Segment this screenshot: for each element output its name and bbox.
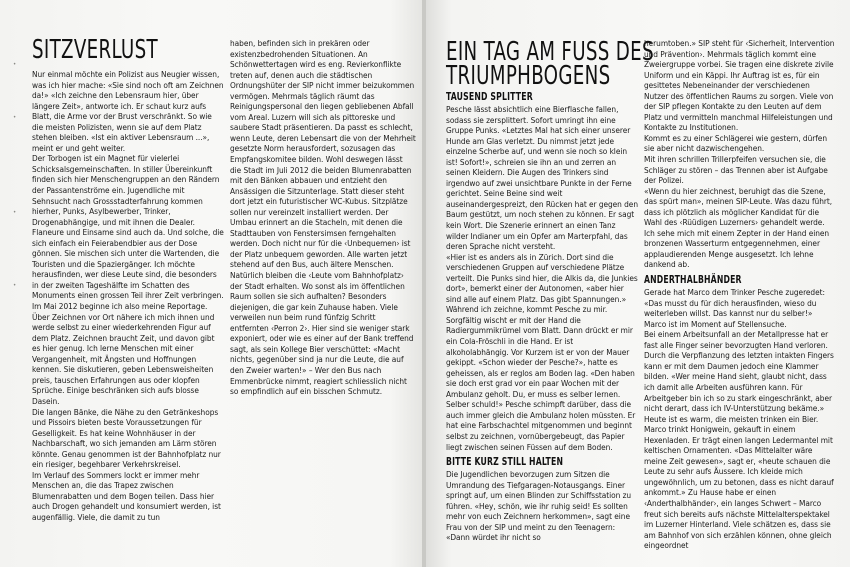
right-column-1 xyxy=(446,37,654,543)
paragraph: Der Torbogen ist ein Magnet für vielerlei Schicksalsgemeinschaften. In stiller Übereinkunft finden sich hier Menschengruppen an den Rändern der Passantenströme ein. Jugendliche mit Sehnsucht nach Grossstadterfahrung kommen hierher, Punks, Asylbewerber, Trinker, Drogenabhängige, und mit ihnen die Dealer. Flaneure und Einsame sind auch da. Und solche, die sich einfach ein Feierabendbier aus der Dose gönnen. Sie mischen sich unter die Wartenden, die Touristen und die Spaziergänger. Ich möchte herausfinden, wer diese Leute sind, die besonders in der zweiten Tageshälfte im Schatten des Monuments einen grossen Teil ihrer Zeit verbringen. Im Mai 2012 beginne ich also meine Reportage. Über Zeichnen vor Ort nähere ich mich ihnen und werde selbst zu einer wiederkehrenden Figur auf dem Platz. Zeichnen braucht Zeit, und davon gibt es hier genug. Ich lerne Menschen mit einer Vergangenheit, mit Ängsten und Hoffnungen kennen. Sie diskutieren, geben Lebensweisheiten preis, tauschen Erfahrungen aus oder klopfen Sprüche. Einige beschränken sich aufs blosse Dasein. xyxy=(32,153,224,406)
section-heading-anderthalbhaender: ANDERTHALBHÄNDER xyxy=(644,274,742,287)
page-title-line-1: EIN TAG AM FUSS DES xyxy=(446,37,654,67)
left-column-2 xyxy=(230,38,416,397)
paragraph: Die Jugendlichen bevorzugen zum Sitzen die Umrandung des Tiefgaragen-Notausgangs. Einer springt auf, um einen Blinden zur Schiffsstation zu führen. «Hey, schön, wie ihr ruhig seid! Es sollten mehr von euch Zeichnern herkommen», sagt eine Frau von der SIP und meint zu den Teenagern: «Dann würdet ihr nicht so xyxy=(446,469,632,543)
right-page xyxy=(426,0,850,567)
right-column-2 xyxy=(644,38,836,551)
paragraph: «Hier ist es anders als in Zürich. Dort sind die verschiedenen Gruppen auf verschiedene Plätze verteilt. Die Punks sind hier, die Alkis da, die Junkies dort», bemerkt einer der Autonomen, «aber hier sind alle auf einem Platz. Das gibt Spannungen.» xyxy=(446,251,638,304)
paragraph: Gerade hat Marco dem Trinker Pesche zugeredet: «Das musst du für dich herausfinden, wieso du weiterleben willst. Das kannst nur du selber!» Marco ist im Moment auf Stellensuche. xyxy=(644,287,825,329)
paragraph: Pesche lässt absichtlich eine Bierflasche fallen, sodass sie zersplittert. Sofort umringt ihn eine Gruppe Punks. «Letztes Mal hat sich einer unserer Hunde am Glas verletzt. Du nimmst jetzt jede einzelne Scherbe auf, und wenn sie noch so klein ist! Sofort!», schreien sie ihn an und zerren an seinen Kleidern. Die Augen des Trinkers sind irgendwo auf zwei unsichtbare Punkte in der Ferne gerichtet. Seine Beine sind weit auseinandergespreizt, den Rücken hat er gegen den Baum gestützt, um noch stehen zu können. Er sagt kein Wort. Die Szenerie erinnert an einen Tanz wilder Indianer um ein Opfer am Marterpfahl, das deren Sprache nicht versteht. xyxy=(446,104,638,252)
paragraph: Mit ihren schrillen Trillerpfeifen versuchen sie, die Schläger zu stören – das Trennen aber ist Aufgabe der Polizei. xyxy=(644,154,828,186)
paragraph: Natürlich bleiben die ‹Leute vom Bahnhofplatz› der Stadt erhalten. Wo sonst als im öffentlichen Raum sollen sie sich aufhalten? Besonders diejenigen, die gar kein Zuhause haben. Viele verweilen nun beim rund fünfzig Schritt entfernten ‹Perron 2›. Hier sind sie weniger stark exponiert, oder wie es einer auf der Bank treffend sagt, als sein Kollege Bier verschüttet: «Macht nichts, gegenüber sind ja nur die Leute, die auf den Zweier warten!» – Wer den Bus nach Emmenbrücke nimmt, reagiert schliesslich nicht so empfindlich auf ein bisschen Schmutz. xyxy=(230,270,414,397)
margin-marks: • • • • xyxy=(13,61,17,290)
paragraph: Heute ist es warm, die meisten trinken ein Bier. Marco trinkt Honigwein, gekauft in einem Hexenladen. Er trägt einen langen Ledermantel mit keltischen Ornamenten. «Das Mittelalter wäre meine Zeit gewesen», sagt er, «heute schauen die Leute zu sehr aufs Äussere. Ich kleide mich ungewöhnlich, um zu betonen, dass es nicht darauf ankommt.» Zu Hause habe er einen ‹Anderthalbhänder›, ein langes Schwert – Marco freut sich bereits aufs nächste Mittelalterspektakel im Luzerner Hinterland. Viele schätzen es, dass sie am Bahnhof von sich erzählen können, ohne gleich eingeordnet xyxy=(644,413,834,551)
page-title-line-2: TRIUMPHBOGENS xyxy=(446,61,611,91)
paragraph: Während ich zeichne, kommt Pesche zu mir. Sorgfältig wischt er mit der Hand die Radiergummikrümel vom Blatt. Dann drückt er mir ein Cola-Fröschli in die Hand. Er ist alkoholabhängig. Vor Kurzem ist er von der Mauer gekippt. «Schon wieder der Pesche?», hatte es geheissen, als er reglos am Boden lag. «Den haben sie doch erst grad vor ein paar Wochen mit der Ambulanz geholt. Du, er muss es selber lernen. Selber schuld!» Pesche schimpft darüber, dass die auch immer gleich die Ambulanz holen müssten. Er hat eine Farbschachtel mitgenommen und beginnt selbst zu zeichnen, vornübergebeugt, das Papier liegt zwischen seinen Füssen auf dem Boden. xyxy=(446,304,636,452)
paragraph: «Wenn du hier zeichnest, beruhigt das die Szene, das spürt man», meinen SIP-Leute. Was dazu führt, dass ich plötzlich als möglicher Kandidat für die Wahl des ‹Rüüdigen Luzerners› gehandelt werde. Ich sehe mich mit einem Zepter in der Hand einen bronzenen Wasserturm entgegennehmen, einer applaudierenden Menge ausgesetzt. Ich lehne dankend ab. xyxy=(644,185,833,270)
paragraph: herumtoben.» SIP steht für ‹Sicherheit, Intervention und Prävention›. Mehrmals täglich kommt eine Zweiergruppe vorbei. Sie tragen eine diskrete zivile Uniform und ein Käppi. Ihr Auftrag ist es, für ein gesittetes Nebeneinander der verschiedenen Nutzer des öffentlichen Raums zu sorgen. Viele von der SIP pflegen Kontakte zu den Leuten auf dem Platz und vermitteln manchmal Hilfeleistungen und Kontakte zu Institutionen. xyxy=(644,38,835,133)
left-column-1 xyxy=(32,35,224,523)
page-title-sitzverlust: SITZVERLUST xyxy=(32,35,158,65)
paragraph: Im Verlauf des Sommers lockt er immer mehr Menschen an, die das Trapez zwischen Blumenrabatten und dem Bogen teilen. Dass hier auch Drogen gehandelt und konsumiert werden, ist augenfällig. Viele, die damit zu tun xyxy=(32,469,221,522)
paragraph: Die langen Bänke, die Nähe zu den Getränkeshops und Pissoirs bieten beste Voraussetzungen für Geselligkeit. Es hat keine Wohnhäuser in der Nachbarschaft, wo sich jemanden am Lärm stören könnte. Genau genommen ist der Bahnhofplatz nur ein riesiger, begehbarer Verkehrskreisel. xyxy=(32,406,221,470)
paragraph: Bei einem Arbeitsunfall an der Metallpresse hat er fast alle Finger seiner bevorzugten Hand verloren. Durch die Verpflanzung des letzten intakten Fingers kann er mit dem Daumen jedoch eine Klammer bilden. «Wer meine Hand sieht, glaubt nicht, dass ich damit alle Arbeiten ausführen kann. Für Arbeitgeber bin ich so zu stark eingeschränkt, aber nicht derart, dass ich IV-Unterstützung bekäme.» xyxy=(644,329,834,414)
paragraph: Kommt es zu einer Schlägerei wie gestern, dürfen sie aber nicht dazwischengehen. xyxy=(644,132,827,154)
section-heading-bitte-kurz: BITTE KURZ STILL HALTEN xyxy=(446,456,564,469)
paragraph: haben, befinden sich in prekären oder existenzbedrohenden Situationen. An Schönwettertagen wird es eng. Revierkonflikte treten auf, denen auch die städtischen Ordnungshüter der SIP nicht immer beizukommen vermögen. Mehrmals täglich räumt das Reinigungspersonal den liegen gebliebenen Abfall vom Areal. Luzern will sich als pittoreske und saubere Stadt präsentieren. Da passt es schlecht, wenn Leute, deren Lebensart die von der Mehrheit gesetzte Norm herausfordert, sozusagen das Empfangskomitee bilden. Wohl deswegen lässt die Stadt im Juli 2012 die beiden Blumenrabatten mit den Bänken abbauen und entzieht den Ansässigen die Sitzunterlage. Statt dieser steht dort jetzt ein futuristischer WC-Kubus. Sitzplätze sollen nur vereinzelt installiert werden. Der Umbau erinnert an die Stacheln, mit denen die Stadttauben von Fenstersimsen ferngehalten werden. Doch nicht nur für die ‹Unbequemen› ist der Platz unbequem geworden. Alle warten jetzt stehend auf den Bus, auch ältere Menschen. xyxy=(230,38,416,270)
left-page xyxy=(0,0,424,567)
section-heading-tausend-splitter: TAUSEND SPLITTER xyxy=(446,91,533,103)
paragraph: Nur einmal möchte ein Polizist aus Neugier wissen, was ich hier mache: «Sie sind noch oft am Zeichnen da!» «Ich zeichne den Lebensraum hier, über längere Zeit», antworte ich. Er schaut kurz aufs Blatt, die Arme vor der Brust verschränkt. So wie die meisten Polizisten, wenn sie auf dem Platz stehen bleiben. «Ist ein aktiver Lebensraum ...», meint er und geht weiter. xyxy=(32,69,224,153)
